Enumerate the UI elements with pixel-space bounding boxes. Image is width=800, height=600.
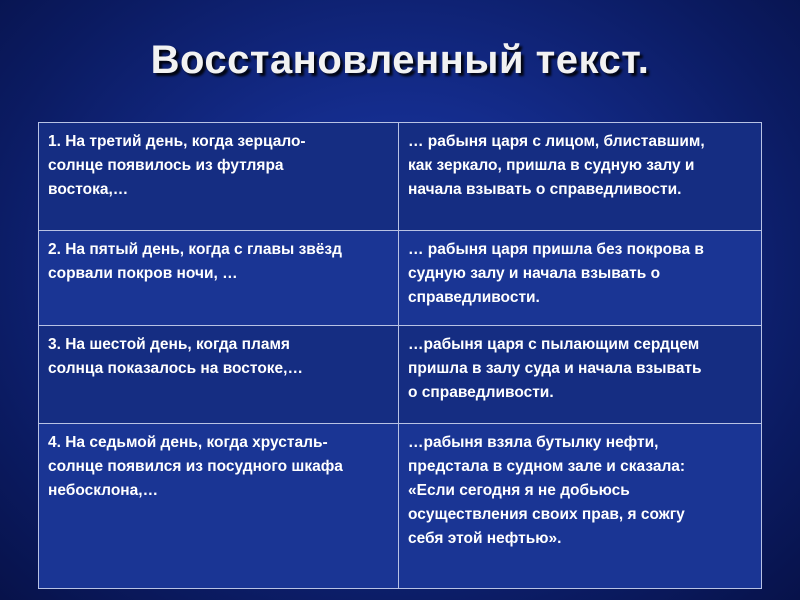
table-cell-left (39, 231, 399, 326)
table-row (39, 231, 762, 326)
cell-text: … рабыня царя пришла без покрова в судную залу и начала взывать о справедливости. (408, 241, 704, 306)
cell-text: 4. На седьмой день, когда хрусталь- солнце появился из посудного шкафа небосклона,… (48, 434, 343, 499)
cell-text: 3. На шестой день, когда пламя солнца показалось на востоке,… (48, 336, 303, 377)
table-cell-right (399, 424, 762, 589)
table-cell-right (399, 326, 762, 424)
table-cell-right (399, 123, 762, 231)
table-cell-left (39, 326, 399, 424)
cell-text: … рабыня царя с лицом, блиставшим, как зеркало, пришла в судную залу и начала взывать о справедливости. (408, 133, 705, 198)
cell-text: …рабыня взяла бутылку нефти, предстала в судном зале и сказала: «Если сегодня я не добьюсь осуществления своих прав, я сожгу себя этой нефтью». (408, 434, 686, 547)
table-row (39, 424, 762, 589)
table-cell-left (39, 424, 399, 589)
table-cell-left (39, 123, 399, 231)
comparison-table (38, 122, 762, 589)
table-row (39, 326, 762, 424)
table-row (39, 123, 762, 231)
slide-title: Восстановленный текст. (150, 38, 650, 82)
table-cell-right (399, 231, 762, 326)
cell-text: 2. На пятый день, когда с главы звёзд сорвали покров ночи, … (48, 241, 342, 282)
cell-text: …рабыня царя с пылающим сердцем пришла в залу суда и начала взывать о справедливости. (408, 336, 702, 401)
cell-text: 1. На третий день, когда зерцало- солнце появилось из футляра востока,… (48, 133, 306, 198)
